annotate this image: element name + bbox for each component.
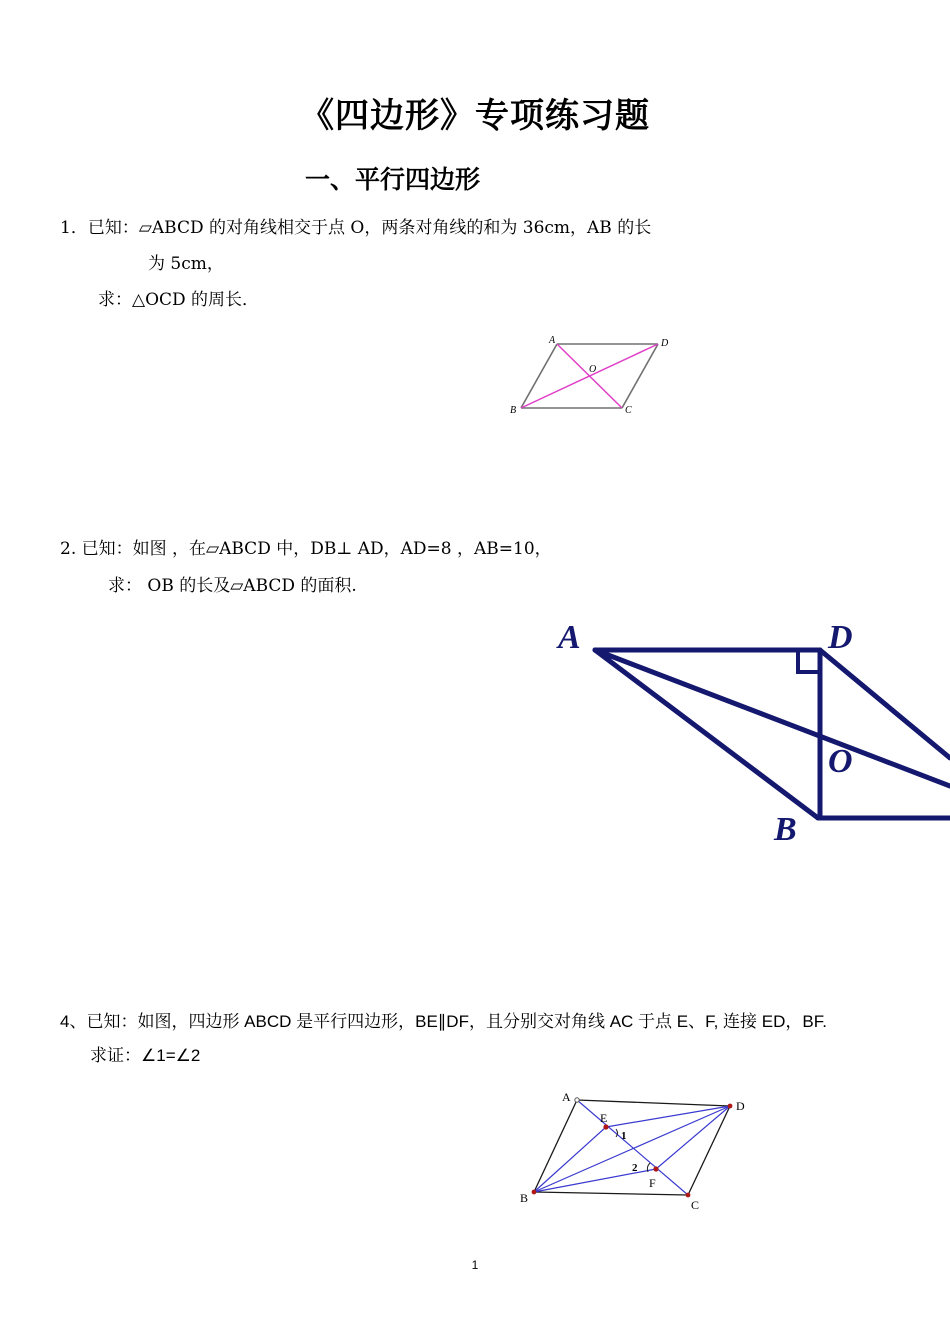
problem1-line3: 求：△OCD 的周长． [98,290,260,310]
diagonals [521,344,658,408]
label-e: E [600,1111,608,1125]
label-o: O [828,743,853,780]
problem2-line2: 求： OB 的长及▱ABCD 的面积. [108,576,357,596]
label-angle1: 1 [621,1130,627,1142]
problem4-line2: 求证：∠1=∠2 [90,1046,201,1065]
problem4-line1: 4、已知：如图，四边形 ABCD 是平行四边形，BE∥DF，且分别交对角线 AC 于点 E、F, 连接 ED，BF. [60,1012,827,1031]
label-a: A [558,619,581,656]
label-a: A [562,1090,571,1104]
label-o: O [589,364,597,375]
label-b: B [510,405,517,416]
label-f: F [649,1176,656,1190]
problem1-line1: 1．已知：▱ABCD 的对角线相交于点 O，两条对角线的和为 36cm，AB 的长 [60,218,652,238]
problem4-inner-lines [534,1100,730,1195]
problem1-figure [505,332,680,422]
section-title: 一、平行四边形 [305,165,481,194]
label-d: D [736,1099,745,1113]
label-d: D [828,619,853,656]
problem1-line2: 为 5cm， [148,254,224,274]
problem2-figure [550,610,950,850]
label-d: D [661,338,669,349]
label-angle2: 2 [632,1162,638,1174]
problem4-figure [510,1085,780,1220]
label-b: B [520,1191,529,1205]
problem2-lines [595,650,950,818]
page-number: 1 [471,1258,479,1272]
label-c: C [625,405,632,416]
label-c: C [691,1198,700,1212]
problem2-line1: 2. 已知：如图 ，在▱ABCD 中，DB⊥ AD，AD=8 ，AB=10， [60,539,552,559]
label-b: B [774,811,797,848]
page-title: 《四边形》专项练习题 [300,96,650,136]
label-a: A [549,335,556,346]
